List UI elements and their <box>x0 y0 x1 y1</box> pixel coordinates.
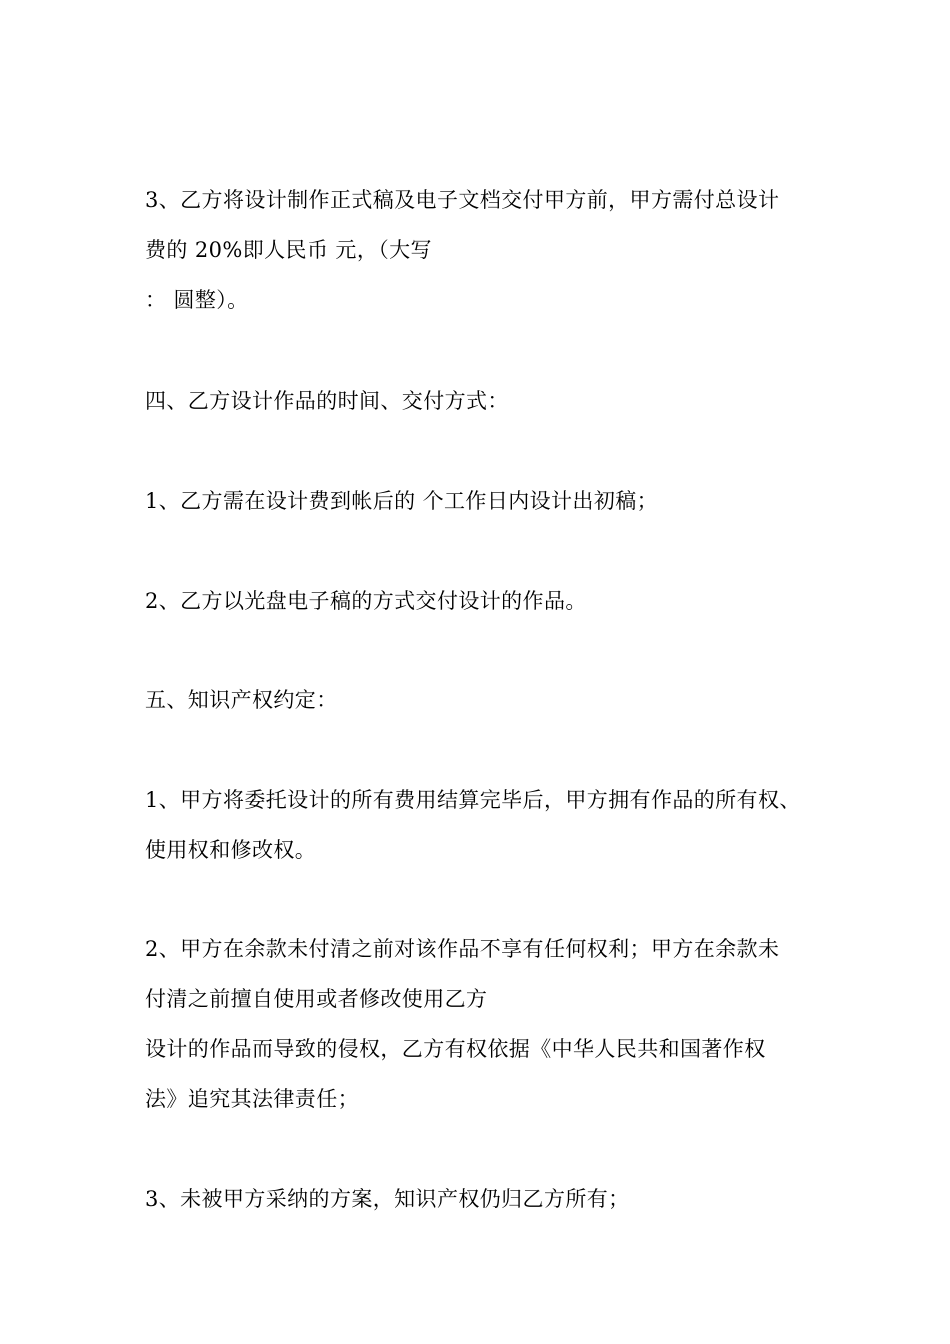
section-5-item-2-line-4: 法》追究其法律责任； <box>145 1087 359 1111</box>
clause-3-payment-line-2: 费的 20%即人民币 元，（大写 <box>145 238 432 262</box>
section-5-item-2-line-3: 设计的作品而导致的侵权，乙方有权依据《中华人民共和国著作权 <box>145 1037 766 1061</box>
section-5-item-3: 3、未被甲方采纳的方案，知识产权仍归乙方所有； <box>145 1187 630 1211</box>
section-5-heading: 五、知识产权约定： <box>145 688 338 712</box>
clause-3-payment-line-1: 3、乙方将设计制作正式稿及电子文档交付甲方前，甲方需付总设计 <box>145 188 780 212</box>
section-5-item-2-line-2: 付清之前擅自使用或者修改使用乙方 <box>145 987 488 1011</box>
section-4-item-1: 1、乙方需在设计费到帐后的 个工作日内设计出初稿； <box>145 489 659 513</box>
section-5-item-1-line-2: 使用权和修改权。 <box>145 838 317 862</box>
section-4-heading: 四、乙方设计作品的时间、交付方式： <box>145 389 509 413</box>
clause-3-payment-line-3: ： 圆整）。 <box>145 288 249 312</box>
section-5-item-1-line-1: 1、甲方将委托设计的所有费用结算完毕后，甲方拥有作品的所有权、 <box>145 788 801 812</box>
section-4-item-2: 2、乙方以光盘电子稿的方式交付设计的作品。 <box>145 589 587 613</box>
section-5-item-2-line-1: 2、甲方在余款未付清之前对该作品不享有任何权利；甲方在余款未 <box>145 937 780 961</box>
